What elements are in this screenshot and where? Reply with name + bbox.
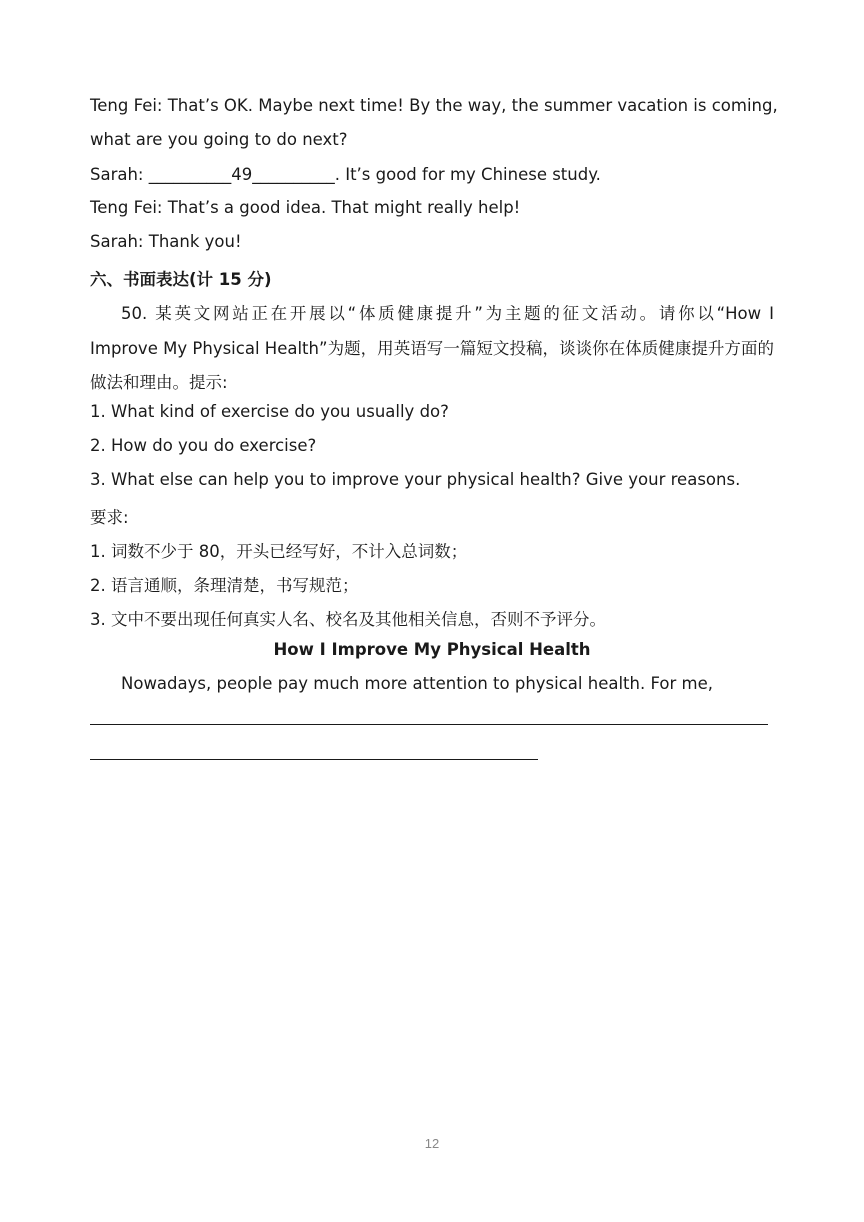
dialogue-line-sarah-1: Sarah: __________49__________. It’s good for my Chinese study. <box>90 165 601 184</box>
requirement-item: 1. 词数不少于 80，开头已经写好，不计入总词数； <box>90 542 468 561</box>
answer-line[interactable] <box>90 724 768 725</box>
essay-opening: Nowadays, people pay much more attention to physical health. For me, <box>121 674 713 693</box>
section-heading: 六、书面表达(计 15 分) <box>90 270 272 289</box>
dialogue-line-sarah-2: Sarah: Thank you! <box>90 232 242 251</box>
question-text-line-1: 50. 某英文网站正在开展以“体质健康提升”为主题的征文活动。请你以“How I <box>121 304 774 323</box>
dialogue-line-tengfei-1: Teng Fei: That’s OK. Maybe next time! By the way, the summer vacation is coming, <box>90 96 778 115</box>
dialogue-line-tengfei-1-cont: what are you going to do next? <box>90 130 348 149</box>
requirement-item: 2. 语言通顺，条理清楚，书写规范； <box>90 576 359 595</box>
question-text-line-3: 做法和理由。提示: <box>90 373 228 392</box>
essay-title: How I Improve My Physical Health <box>273 640 591 659</box>
hint-item: 2. How do you do exercise? <box>90 436 317 455</box>
question-text-line-2: Improve My Physical Health”为题，用英语写一篇短文投稿，谈谈你在体质健康提升方面的 <box>90 339 774 358</box>
requirements-label: 要求: <box>90 508 129 527</box>
hint-item: 3. What else can help you to improve your physical health? Give your reasons. <box>90 470 741 489</box>
page-number: 12 <box>424 1136 440 1151</box>
answer-line[interactable] <box>90 759 538 760</box>
hint-item: 1. What kind of exercise do you usually do? <box>90 402 449 421</box>
requirement-item: 3. 文中不要出现任何真实人名、校名及其他相关信息，否则不予评分。 <box>90 610 606 629</box>
dialogue-line-tengfei-2: Teng Fei: That’s a good idea. That might really help! <box>90 198 521 217</box>
